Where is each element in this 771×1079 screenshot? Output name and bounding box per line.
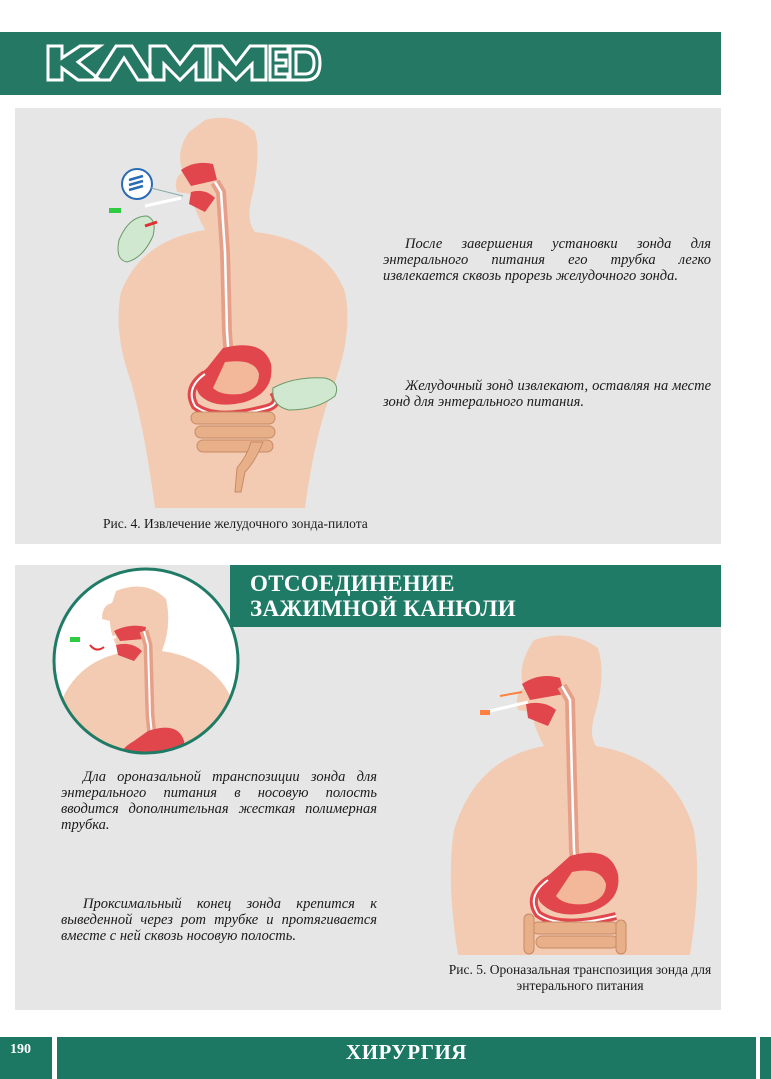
- paragraph-oronasal-intro: Дла оронaзальной транспозиции зонда для энтерального питания в носовую полость вводится дополнительная жесткая полимерная трубка.: [61, 769, 377, 833]
- figure-5-caption-line-1: Рис. 5. Ороназальная транспозиция зонда для: [448, 962, 712, 977]
- paragraph-tube-extraction: После завершения установки зонда для энтерального питания его трубка легко извлекается сквозь прорезь желудочного зонда.: [383, 236, 711, 284]
- section-title: [250, 571, 700, 621]
- paragraph-gastric-tube-removed: Желудочный зонд извлекают, оставляя на месте зонд для энтерального питания.: [383, 378, 711, 410]
- oronasal-inset-illustration: [50, 565, 242, 757]
- figure-5-caption-line-2: энтерального питания: [516, 978, 644, 993]
- oronasal-transposition-illustration: [440, 630, 705, 955]
- figure-5-caption: [440, 962, 720, 994]
- paragraph-proximal-end: Проксимальный конец зонда крепится к выведенной через рот трубке и протягивается вместе с ней сквозь носовую полость.: [61, 896, 377, 944]
- section-title-line-1: ОТСОЕДИНЕНИЕ: [250, 571, 455, 596]
- gastric-tube-removal-illustration: [95, 112, 375, 508]
- kammed-logo: [44, 40, 324, 86]
- footer-title: ХИРУРГИЯ: [346, 1040, 467, 1064]
- section-title-line-2: ЗАЖИМНОЙ КАНЮЛИ: [250, 596, 516, 621]
- footer-right-block: [760, 1037, 771, 1079]
- figure-4-caption: Рис. 4. Извлечение желудочного зонда-пилота: [103, 516, 368, 531]
- page-number: 190: [10, 1042, 31, 1057]
